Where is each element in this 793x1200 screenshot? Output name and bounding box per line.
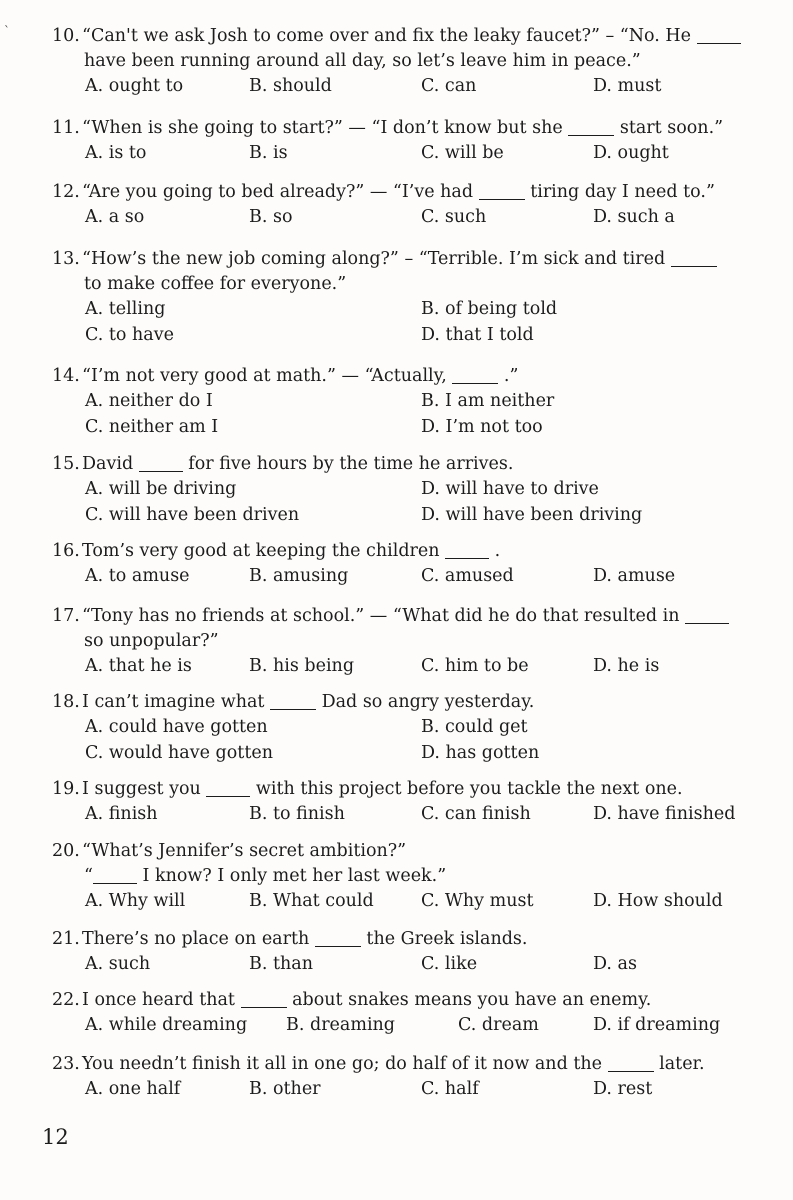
question-text: to make coffee for everyone.” — [84, 274, 347, 294]
option-c[interactable]: C. amused — [421, 566, 514, 586]
question-text: “Are you going to bed already?” — “I’ve had — [82, 182, 479, 202]
option-d[interactable]: D. amuse — [593, 566, 676, 586]
option-c[interactable]: C. neither am I — [85, 417, 219, 437]
options-row — [52, 654, 787, 680]
question-11 — [52, 116, 787, 167]
options-row — [52, 503, 787, 529]
question-text: I can’t imagine what — [82, 692, 271, 712]
question-16 — [52, 539, 787, 590]
option-a[interactable]: A. Why will — [85, 891, 186, 911]
option-a[interactable]: A. such — [85, 954, 151, 974]
question-22 — [52, 988, 787, 1039]
option-a[interactable]: A. could have gotten — [85, 717, 268, 737]
question-text: “Tony has no friends at school.” — “What did he do that resulted in — [82, 606, 686, 626]
option-d[interactable]: D. he is — [593, 656, 660, 676]
question-text: later. — [653, 1054, 705, 1074]
option-a[interactable]: A. finish — [85, 804, 158, 824]
option-c[interactable]: C. to have — [85, 325, 174, 345]
question-text: David — [82, 454, 139, 474]
question-number: 12. — [52, 182, 80, 202]
question-text: tiring day I need to.” — [524, 182, 715, 202]
answer-blank — [479, 182, 525, 201]
option-c[interactable]: C. half — [421, 1079, 479, 1099]
option-b[interactable]: B. other — [249, 1079, 321, 1099]
options-row — [52, 802, 787, 828]
option-d[interactable]: D. will have been driving — [421, 505, 643, 525]
question-text: so unpopular?” — [84, 631, 219, 651]
question-20 — [52, 839, 787, 915]
options-row — [52, 1077, 787, 1103]
option-b[interactable]: B. What could — [249, 891, 374, 911]
option-b[interactable]: B. of being told — [421, 299, 558, 319]
option-d[interactable]: D. has gotten — [421, 743, 540, 763]
answer-blank — [93, 866, 137, 885]
question-text: .” — [498, 366, 519, 386]
option-c[interactable]: C. Why must — [421, 891, 534, 911]
option-b[interactable]: B. amusing — [249, 566, 349, 586]
options-row — [52, 297, 787, 323]
question-21 — [52, 927, 787, 978]
answer-blank — [270, 692, 316, 711]
question-text: I suggest you — [82, 779, 207, 799]
option-a[interactable]: A. to amuse — [85, 566, 190, 586]
question-14 — [52, 364, 787, 441]
question-text: with this project before you tackle the next one. — [250, 779, 683, 799]
options-row — [52, 889, 787, 915]
question-text: “What’s Jennifer’s secret ambition?” — [82, 841, 407, 861]
option-d[interactable]: D. I’m not too — [421, 417, 543, 437]
options-row — [52, 952, 787, 978]
question-text: have been running around all day, so let’s leave him in peace.” — [84, 51, 641, 71]
option-c[interactable]: C. can finish — [421, 804, 531, 824]
page-number: 12 — [42, 1125, 69, 1149]
margin-mark: ` — [4, 24, 10, 38]
option-c[interactable]: C. like — [421, 954, 478, 974]
answer-blank — [241, 990, 287, 1009]
option-b[interactable]: B. could get — [421, 717, 528, 737]
question-13 — [52, 247, 787, 349]
question-19 — [52, 777, 787, 828]
question-text: . — [489, 541, 501, 561]
option-b[interactable]: B. to finish — [249, 804, 345, 824]
question-17 — [52, 604, 787, 680]
option-a[interactable]: A. while dreaming — [85, 1015, 248, 1035]
option-a[interactable]: A. is to — [85, 143, 147, 163]
options-row — [52, 205, 787, 231]
option-d[interactable]: D. How should — [593, 891, 723, 911]
option-a[interactable]: A. a so — [85, 207, 145, 227]
option-b[interactable]: B. dreaming — [286, 1015, 396, 1035]
question-text: I once heard that — [82, 990, 241, 1010]
answer-blank — [697, 26, 741, 45]
question-text: Dad so angry yesterday. — [316, 692, 535, 712]
question-number: 23. — [52, 1054, 80, 1074]
question-text: “Can't we ask Josh to come over and fix the leaky faucet?” – “No. He — [82, 26, 697, 46]
option-b[interactable]: D. will have to drive — [421, 479, 599, 499]
answer-blank — [608, 1054, 654, 1073]
question-15 — [52, 452, 787, 529]
option-c[interactable]: C. will have been driven — [85, 505, 300, 525]
question-number: 20. — [52, 841, 80, 861]
option-a[interactable]: A. will be driving — [85, 479, 237, 499]
answer-blank — [568, 118, 614, 137]
question-text: Tom’s very good at keeping the children — [82, 541, 446, 561]
answer-blank — [206, 779, 250, 798]
question-number: 22. — [52, 990, 80, 1010]
option-c[interactable]: C. him to be — [421, 656, 529, 676]
question-number: 10. — [52, 26, 80, 46]
answer-blank — [671, 249, 717, 268]
option-a[interactable]: A. neither do I — [85, 391, 213, 411]
question-text: about snakes means you have an enemy. — [286, 990, 652, 1010]
option-d[interactable]: D. if dreaming — [593, 1015, 721, 1035]
option-a[interactable]: A. one half — [85, 1079, 181, 1099]
question-number: 16. — [52, 541, 80, 561]
question-text: “How’s the new job coming along?” – “Terrible. I’m sick and tired — [82, 249, 671, 269]
question-text: start soon.” — [614, 118, 724, 138]
question-number: 19. — [52, 779, 80, 799]
option-a[interactable]: A. ought to — [85, 76, 184, 96]
option-d[interactable]: D. must — [593, 76, 662, 96]
option-b[interactable]: B. is — [249, 143, 288, 163]
options-row — [52, 564, 787, 590]
options-row — [52, 74, 787, 100]
options-row — [52, 389, 787, 415]
question-12 — [52, 180, 787, 231]
option-b[interactable]: B. I am neither — [421, 391, 555, 411]
question-number: 18. — [52, 692, 80, 712]
question-text: for five hours by the time he arrives. — [182, 454, 514, 474]
question-number: 13. — [52, 249, 80, 269]
option-d[interactable]: D. that I told — [421, 325, 534, 345]
option-c[interactable]: C. would have gotten — [85, 743, 273, 763]
option-c[interactable]: C. will be — [421, 143, 504, 163]
question-number: 21. — [52, 929, 80, 949]
option-b[interactable]: B. his being — [249, 656, 355, 676]
question-text: You needn’t finish it all in one go; do half of it now and the — [82, 1054, 608, 1074]
question-number: 17. — [52, 606, 80, 626]
options-row — [52, 323, 787, 349]
answer-blank — [685, 606, 729, 625]
option-b[interactable]: B. so — [249, 207, 293, 227]
option-b[interactable]: B. should — [249, 76, 332, 96]
question-text: There’s no place on earth — [82, 929, 315, 949]
options-row — [52, 141, 787, 167]
answer-blank — [452, 366, 498, 385]
option-c[interactable]: C. dream — [458, 1015, 539, 1035]
option-d[interactable]: D. as — [593, 954, 637, 974]
question-text: the Greek islands. — [360, 929, 528, 949]
option-b[interactable]: B. than — [249, 954, 313, 974]
options-row — [52, 741, 787, 767]
options-row — [52, 415, 787, 441]
question-23 — [52, 1052, 787, 1103]
question-number: 11. — [52, 118, 80, 138]
question-number: 15. — [52, 454, 80, 474]
answer-blank — [445, 541, 489, 560]
option-c[interactable]: C. such — [421, 207, 487, 227]
option-d[interactable]: D. such a — [593, 207, 675, 227]
answer-blank — [139, 454, 183, 473]
options-row — [52, 477, 787, 503]
option-d[interactable]: D. rest — [593, 1079, 653, 1099]
question-text: I know? I only met her last week.” — [136, 866, 447, 886]
question-text: “When is she going to start?” — “I don’t know but she — [82, 118, 569, 138]
option-a[interactable]: A. telling — [85, 299, 166, 319]
option-c[interactable]: C. can — [421, 76, 477, 96]
question-text: “ — [84, 866, 93, 886]
options-row — [52, 715, 787, 741]
option-d[interactable]: D. ought — [593, 143, 669, 163]
question-number: 14. — [52, 366, 80, 386]
option-d[interactable]: D. have finished — [593, 804, 736, 824]
question-text: “I’m not very good at math.” — “Actually, — [82, 366, 453, 386]
question-18 — [52, 690, 787, 767]
answer-blank — [315, 929, 361, 948]
options-row — [52, 1013, 787, 1039]
question-10 — [52, 24, 787, 100]
option-a[interactable]: A. that he is — [85, 656, 192, 676]
